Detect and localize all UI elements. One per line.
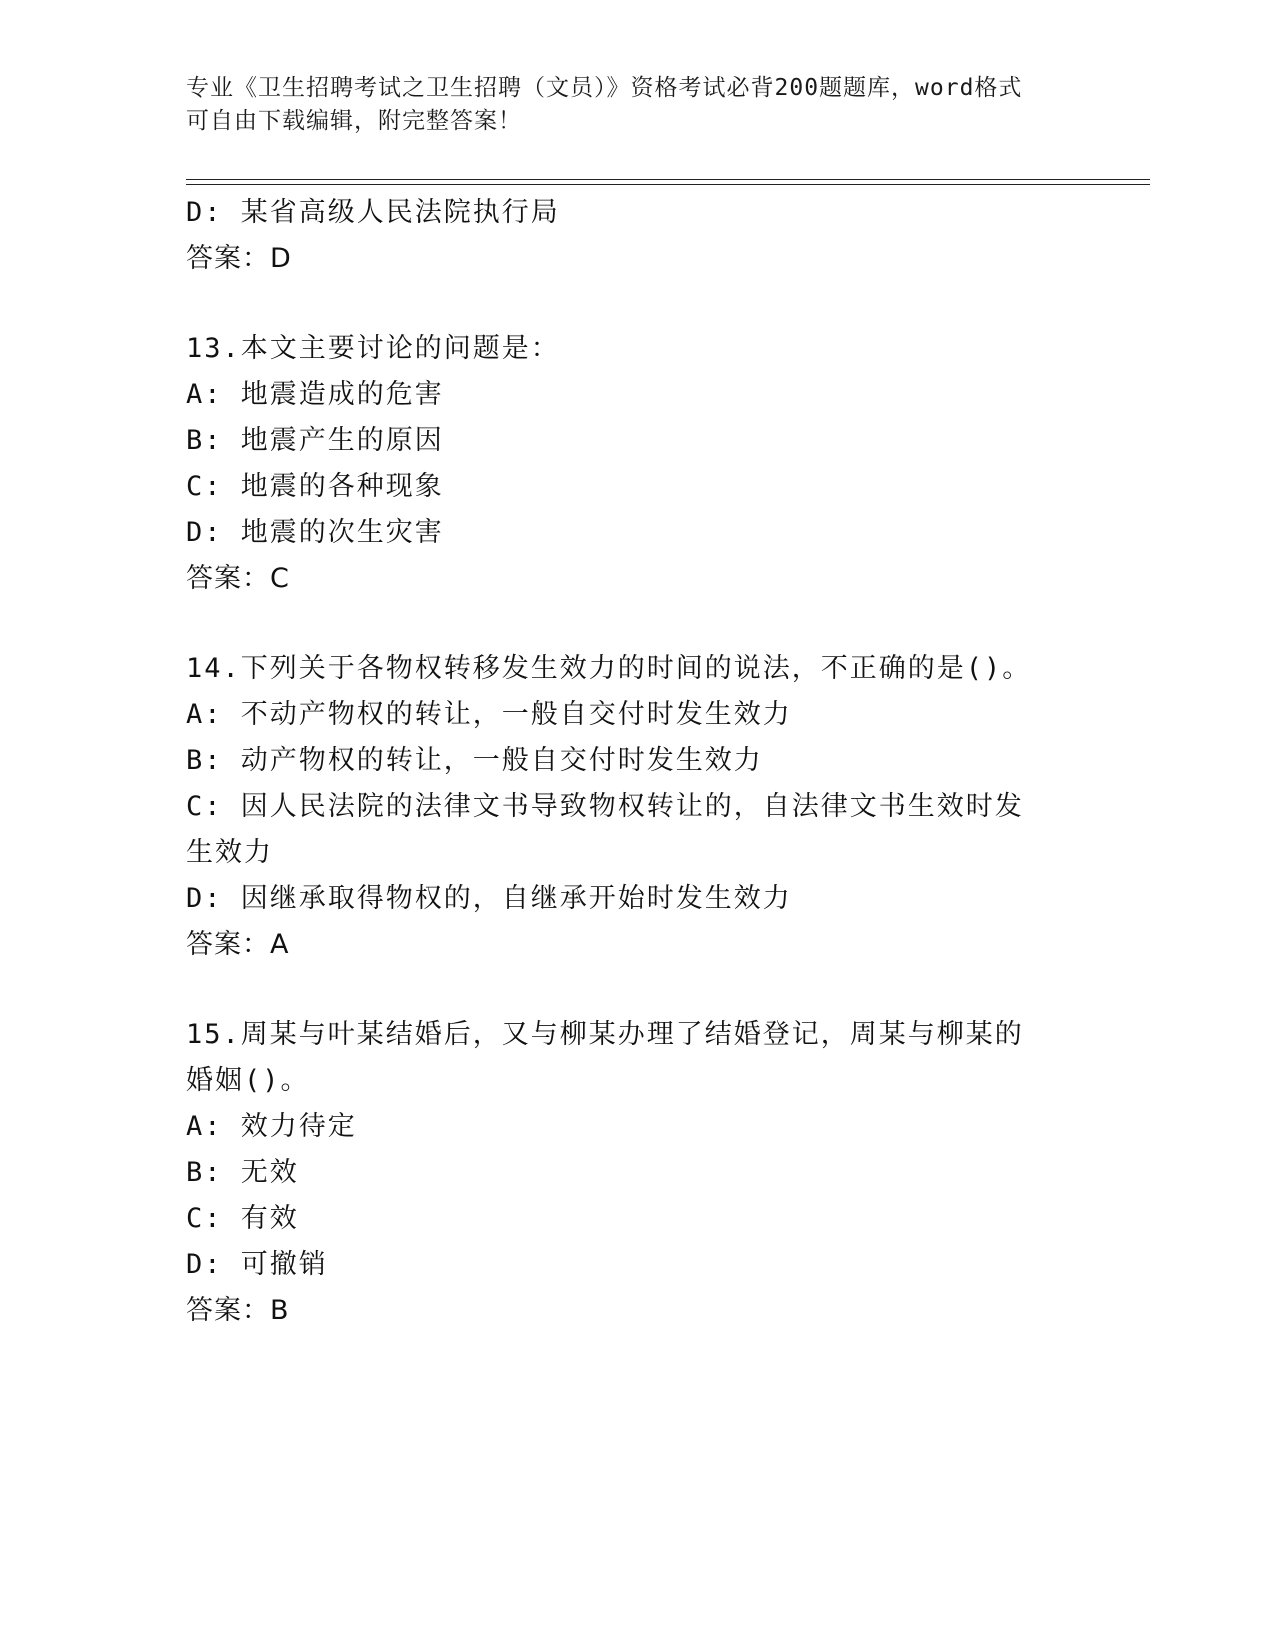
option-b: B: 无效 <box>186 1157 299 1188</box>
question-stem: 13.本文主要讨论的问题是： <box>186 333 560 364</box>
question-13 <box>186 326 1086 602</box>
page-header <box>186 72 1066 138</box>
option-c: C: 地震的各种现象 <box>186 471 444 502</box>
question-14 <box>186 646 1086 968</box>
header-divider-bottom <box>186 184 1150 185</box>
answer-line: 答案：B <box>186 1295 290 1326</box>
spacer <box>186 602 1086 646</box>
header-title-line-2: 可自由下载编辑，附完整答案！ <box>186 108 522 134</box>
question-12-tail <box>186 190 1086 282</box>
answer-line: 答案：D <box>186 243 292 274</box>
option-a: A: 地震造成的危害 <box>186 379 444 410</box>
spacer <box>186 968 1086 1012</box>
option-c: C: 有效 <box>186 1203 299 1234</box>
answer-line: 答案：C <box>186 563 290 594</box>
option-d: D: 可撤销 <box>186 1249 328 1280</box>
option-b: B: 地震产生的原因 <box>186 425 444 456</box>
header-divider-top <box>186 179 1150 180</box>
option-d: D: 因继承取得物权的，自继承开始时发生效力 <box>186 883 792 914</box>
option-a: A: 效力待定 <box>186 1111 357 1142</box>
question-15 <box>186 1012 1086 1334</box>
header-title-line-1: 专业《卫生招聘考试之卫生招聘（文员）》资格考试必背200题题库，word格式 <box>186 75 1023 101</box>
question-stem: 14.下列关于各物权转移发生效力的时间的说法，不正确的是()。 <box>186 653 1032 684</box>
answer-line: 答案：A <box>186 929 290 960</box>
question-list <box>186 190 1086 1334</box>
spacer <box>186 282 1086 326</box>
option-d: D: 地震的次生灾害 <box>186 517 444 548</box>
question-stem: 15.周某与叶某结婚后，又与柳某办理了结婚登记，周某与柳某的婚姻()。 <box>186 1019 1024 1096</box>
option-b: B: 动产物权的转让，一般自交付时发生效力 <box>186 745 763 776</box>
option-d: D: 某省高级人民法院执行局 <box>186 197 560 228</box>
option-c: C: 因人民法院的法律文书导致物权转让的，自法律文书生效时发生效力 <box>186 791 1024 868</box>
option-a: A: 不动产物权的转让，一般自交付时发生效力 <box>186 699 792 730</box>
